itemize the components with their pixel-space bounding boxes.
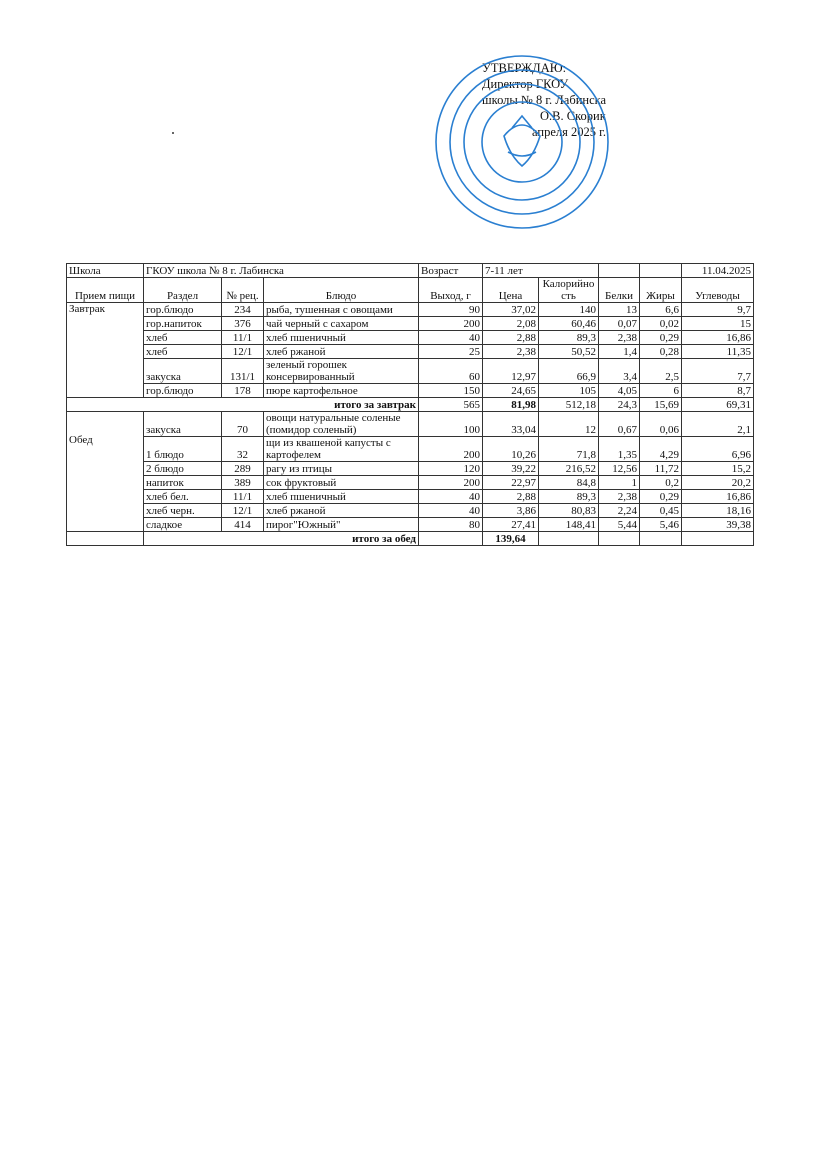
table-row: [67, 490, 754, 504]
info-empty: [640, 264, 682, 278]
lunch-total-label: итого за обед: [144, 532, 419, 546]
lunch-total-price: 139,64: [483, 532, 539, 546]
cell-section: гор.блюдо: [144, 384, 222, 398]
approval-position: Директор ГКОУ: [482, 77, 569, 91]
table-row: [67, 303, 754, 317]
cell-carbs: 15: [682, 317, 754, 331]
cell-yield: 200: [419, 476, 483, 490]
cell-section: закуска: [144, 359, 222, 384]
cell-dish: овощи натуральные соленые (помидор соленый): [264, 412, 419, 437]
cell-fat: 4,29: [640, 437, 682, 462]
cell-rec: 12/1: [222, 504, 264, 518]
cell-price: 10,26: [483, 437, 539, 462]
cell-yield: 40: [419, 490, 483, 504]
cell-carbs: 16,86: [682, 490, 754, 504]
cell-dish: рыба, тушенная с овощами: [264, 303, 419, 317]
cell-dish: хлеб ржаной: [264, 345, 419, 359]
cell-protein: 1,4: [599, 345, 640, 359]
cell-yield: 90: [419, 303, 483, 317]
age-label: Возраст: [419, 264, 483, 278]
cell-protein: 2,38: [599, 490, 640, 504]
cell-carbs: 20,2: [682, 476, 754, 490]
menu-date: 11.04.2025: [682, 264, 754, 278]
lunch-total-row: [67, 532, 754, 546]
cell-yield: 40: [419, 331, 483, 345]
cell-protein: 4,05: [599, 384, 640, 398]
cell-fat: 2,5: [640, 359, 682, 384]
cell-price: 2,38: [483, 345, 539, 359]
cell-kcal: 216,52: [539, 462, 599, 476]
cell-kcal: 60,46: [539, 317, 599, 331]
cell-price: 37,02: [483, 303, 539, 317]
cell-dish: щи из квашеной капусты с картофелем: [264, 437, 419, 462]
cell-dish: хлеб пшеничный: [264, 331, 419, 345]
cell-protein: 5,44: [599, 518, 640, 532]
cell-yield: 100: [419, 412, 483, 437]
cell-rec: 376: [222, 317, 264, 331]
cell-yield: 40: [419, 504, 483, 518]
cell-rec: 12/1: [222, 345, 264, 359]
school-seal-icon: [432, 52, 612, 232]
speck: [172, 132, 174, 134]
cell-price: 3,86: [483, 504, 539, 518]
approval-school: школы № 8 г. Лабинска: [482, 93, 607, 107]
breakfast-total-row: [67, 398, 754, 412]
header-rec: № рец.: [222, 278, 264, 303]
total-empty: [640, 532, 682, 546]
age-value: 7-11 лет: [483, 264, 599, 278]
cell-section: гор.блюдо: [144, 303, 222, 317]
table-row: [67, 518, 754, 532]
cell-carbs: 9,7: [682, 303, 754, 317]
cell-dish: чай черный с сахаром: [264, 317, 419, 331]
cell-price: 39,22: [483, 462, 539, 476]
table-row: [67, 359, 754, 384]
info-empty: [599, 264, 640, 278]
total-empty: [599, 532, 640, 546]
cell-fat: 0,02: [640, 317, 682, 331]
cell-fat: 0,45: [640, 504, 682, 518]
cell-kcal: 12: [539, 412, 599, 437]
total-fat: 15,69: [640, 398, 682, 412]
cell-yield: 200: [419, 437, 483, 462]
cell-price: 2,08: [483, 317, 539, 331]
table-row: [67, 437, 754, 462]
cell-kcal: 66,9: [539, 359, 599, 384]
cell-fat: 0,28: [640, 345, 682, 359]
cell-carbs: 6,96: [682, 437, 754, 462]
table-row: [67, 331, 754, 345]
cell-rec: 11/1: [222, 490, 264, 504]
cell-rec: 289: [222, 462, 264, 476]
cell-rec: 11/1: [222, 331, 264, 345]
cell-section: напиток: [144, 476, 222, 490]
cell-section: сладкое: [144, 518, 222, 532]
cell-fat: 6: [640, 384, 682, 398]
meal-lunch: Обед: [67, 412, 144, 532]
meal-breakfast: Завтрак: [67, 303, 144, 398]
cell-protein: 2,24: [599, 504, 640, 518]
cell-yield: 120: [419, 462, 483, 476]
cell-price: 27,41: [483, 518, 539, 532]
cell-carbs: 39,38: [682, 518, 754, 532]
header-fat: Жиры: [640, 278, 682, 303]
header-protein: Белки: [599, 278, 640, 303]
cell-kcal: 84,8: [539, 476, 599, 490]
cell-rec: 178: [222, 384, 264, 398]
approval-signer: О.В. Скорик: [540, 109, 606, 123]
total-empty: [67, 532, 144, 546]
cell-fat: 0,29: [640, 490, 682, 504]
cell-section: закуска: [144, 412, 222, 437]
cell-price: 33,04: [483, 412, 539, 437]
cell-yield: 60: [419, 359, 483, 384]
cell-carbs: 15,2: [682, 462, 754, 476]
header-row: [67, 278, 754, 303]
cell-kcal: 140: [539, 303, 599, 317]
cell-section: хлеб: [144, 345, 222, 359]
cell-carbs: 2,1: [682, 412, 754, 437]
cell-fat: 6,6: [640, 303, 682, 317]
cell-kcal: 89,3: [539, 490, 599, 504]
table-row: [67, 462, 754, 476]
cell-section: 2 блюдо: [144, 462, 222, 476]
header-dish: Блюдо: [264, 278, 419, 303]
cell-protein: 1: [599, 476, 640, 490]
cell-yield: 200: [419, 317, 483, 331]
approval-date: апреля 2025 г.: [532, 125, 606, 139]
cell-section: хлеб черн.: [144, 504, 222, 518]
cell-yield: 80: [419, 518, 483, 532]
cell-fat: 0,29: [640, 331, 682, 345]
header-yield: Выход, г: [419, 278, 483, 303]
table-row: [67, 476, 754, 490]
total-empty: [682, 532, 754, 546]
cell-protein: 1,35: [599, 437, 640, 462]
school-label: Школа: [67, 264, 144, 278]
cell-kcal: 80,83: [539, 504, 599, 518]
cell-yield: 25: [419, 345, 483, 359]
cell-kcal: 71,8: [539, 437, 599, 462]
header-carbs: Углеводы: [682, 278, 754, 303]
cell-fat: 0,06: [640, 412, 682, 437]
header-price: Цена: [483, 278, 539, 303]
cell-rec: 32: [222, 437, 264, 462]
cell-kcal: 148,41: [539, 518, 599, 532]
cell-section: гор.напиток: [144, 317, 222, 331]
cell-carbs: 7,7: [682, 359, 754, 384]
cell-rec: 70: [222, 412, 264, 437]
cell-protein: 0,67: [599, 412, 640, 437]
cell-fat: 11,72: [640, 462, 682, 476]
table-row: [67, 504, 754, 518]
cell-protein: 3,4: [599, 359, 640, 384]
total-price: 81,98: [483, 398, 539, 412]
cell-kcal: 50,52: [539, 345, 599, 359]
cell-price: 12,97: [483, 359, 539, 384]
cell-dish: пирог"Южный": [264, 518, 419, 532]
table-row: [67, 345, 754, 359]
total-yield: 565: [419, 398, 483, 412]
breakfast-total-label: итого за завтрак: [67, 398, 419, 412]
cell-rec: 131/1: [222, 359, 264, 384]
menu-table: [66, 263, 754, 546]
cell-carbs: 16,86: [682, 331, 754, 345]
cell-dish: пюре картофельное: [264, 384, 419, 398]
school-name: ГКОУ школа № 8 г. Лабинска: [144, 264, 419, 278]
cell-protein: 12,56: [599, 462, 640, 476]
info-row: [67, 264, 754, 278]
total-kcal: 512,18: [539, 398, 599, 412]
table-row: [67, 317, 754, 331]
cell-section: 1 блюдо: [144, 437, 222, 462]
cell-price: 22,97: [483, 476, 539, 490]
cell-protein: 2,38: [599, 331, 640, 345]
cell-dish: хлеб ржаной: [264, 504, 419, 518]
cell-fat: 5,46: [640, 518, 682, 532]
cell-protein: 0,07: [599, 317, 640, 331]
cell-yield: 150: [419, 384, 483, 398]
cell-dish: сок фруктовый: [264, 476, 419, 490]
cell-kcal: 89,3: [539, 331, 599, 345]
cell-price: 2,88: [483, 331, 539, 345]
cell-carbs: 18,16: [682, 504, 754, 518]
total-empty: [419, 532, 483, 546]
cell-section: хлеб: [144, 331, 222, 345]
cell-fat: 0,2: [640, 476, 682, 490]
header-kcal: Калорийность: [539, 278, 599, 303]
cell-dish: зеленый горошек консервированный: [264, 359, 419, 384]
cell-rec: 389: [222, 476, 264, 490]
cell-kcal: 105: [539, 384, 599, 398]
table-row: [67, 384, 754, 398]
cell-section: хлеб бел.: [144, 490, 222, 504]
cell-protein: 13: [599, 303, 640, 317]
header-section: Раздел: [144, 278, 222, 303]
table-row: [67, 412, 754, 437]
cell-price: 24,65: [483, 384, 539, 398]
header-meal: Прием пищи: [67, 278, 144, 303]
total-protein: 24,3: [599, 398, 640, 412]
cell-dish: хлеб пшеничный: [264, 490, 419, 504]
approval-title: УТВЕРЖДАЮ:: [482, 61, 567, 75]
cell-carbs: 11,35: [682, 345, 754, 359]
cell-dish: рагу из птицы: [264, 462, 419, 476]
cell-carbs: 8,7: [682, 384, 754, 398]
total-empty: [539, 532, 599, 546]
total-carbs: 69,31: [682, 398, 754, 412]
cell-rec: 234: [222, 303, 264, 317]
cell-rec: 414: [222, 518, 264, 532]
cell-price: 2,88: [483, 490, 539, 504]
